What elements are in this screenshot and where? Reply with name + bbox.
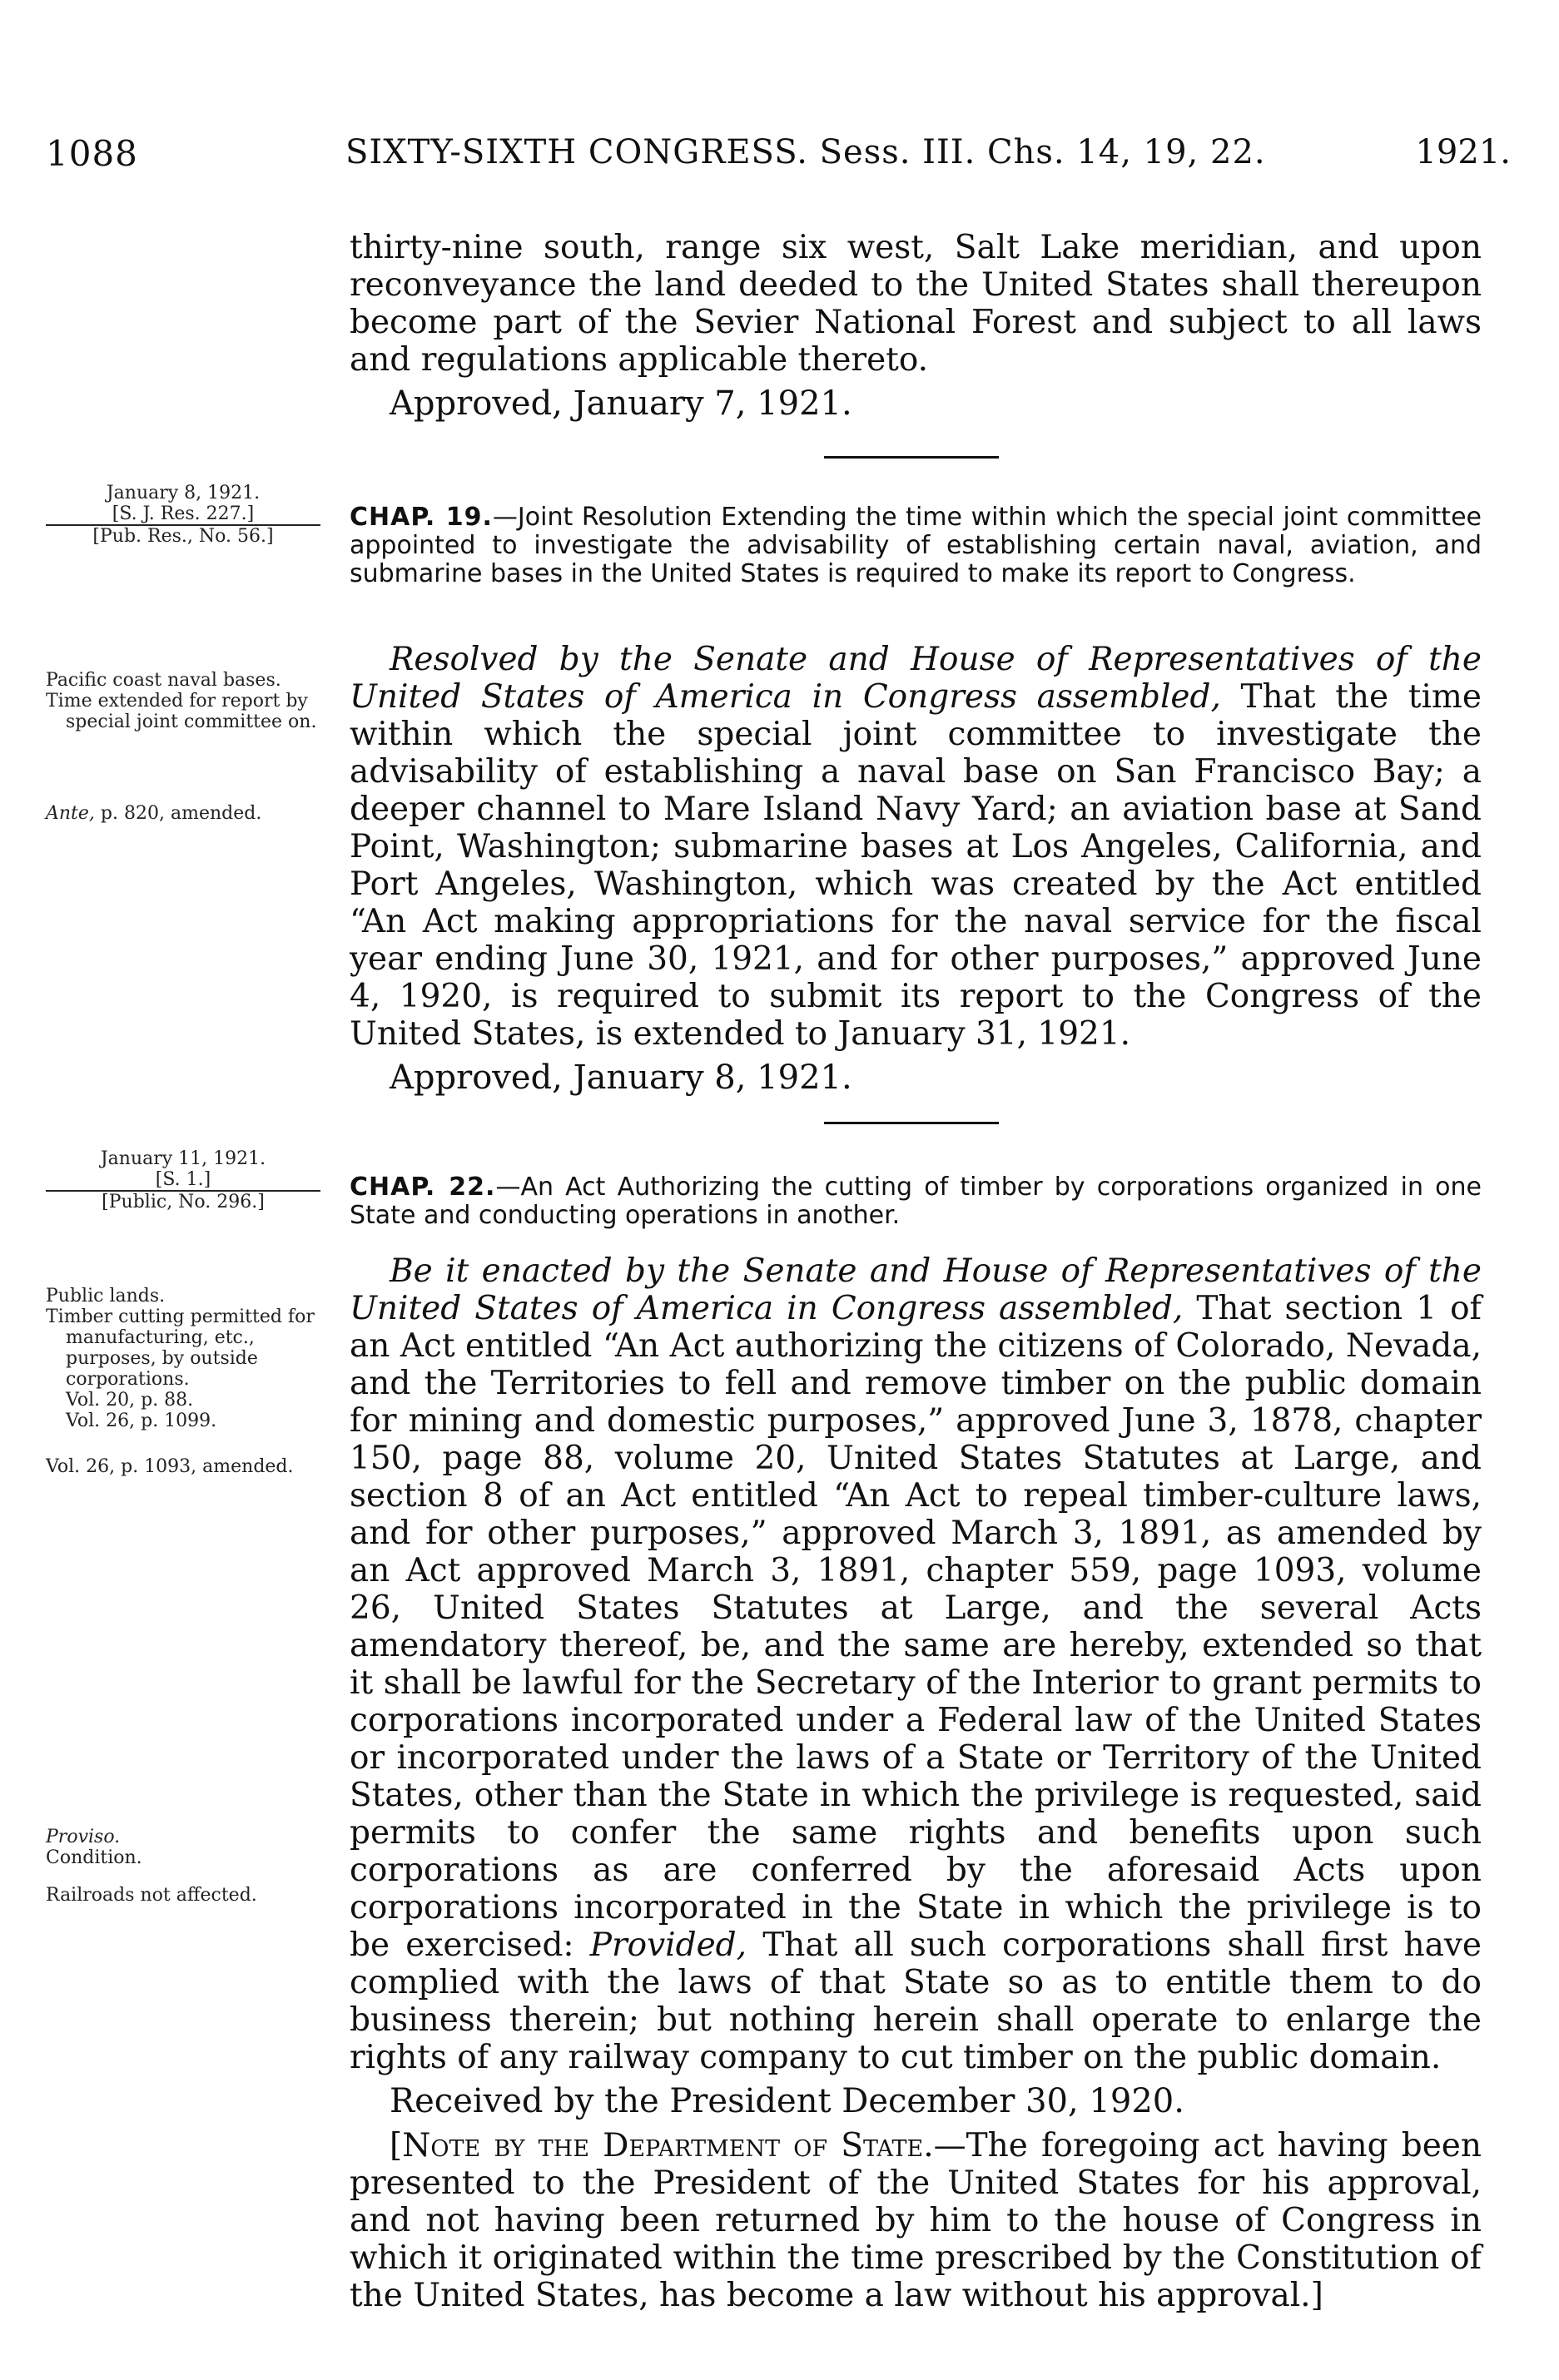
side-note: Public lands. bbox=[46, 1286, 166, 1307]
chapter-title: —Joint Resolution Extending the time within which the special joint committee appointed to investigate the advisability of establishing certain naval, aviation, and submarine bases in the United States is required to make its report to Congress. bbox=[350, 503, 1482, 588]
running-title: SIXTY-SIXTH CONGRESS. Sess. III. Chs. 14, 19, 22. bbox=[345, 133, 1266, 171]
side-note: Time extended for report by special joint committee on. bbox=[46, 691, 317, 732]
chapter-22-margin-citation bbox=[46, 1148, 320, 1212]
enactment-text bbox=[350, 1252, 1482, 2076]
side-note: Ante, p. 820, amended. bbox=[46, 803, 262, 824]
resolution-body: That the time within which the special joint committee to investigate the advisability of establishing a naval base on San Francisco Bay; a deeper channel to Mare Island Navy Yard; an aviation base at Sand Point, Washington; submarine bases at Los Angeles, California, and Port Angeles, Washington, which was created by the Act entitled “An Act making appropriations for the naval service for the fiscal year ending June 30, 1921, and for other purposes,” approved June 4, 1920, is required to submit its report to the Congress of the United States, is extended to January 31, 1921. bbox=[350, 678, 1482, 1053]
chapter-22-body bbox=[350, 1252, 1482, 2314]
enactment-body-part-1: That section 1 of an Act entitled “An Act authorizing the citizens of Colorado, Nevada, and the Territories to fell and remove timber on the public domain for mining and domestic purposes,” approved June 3, 1878, chapter 150, page 88, volume 20, United States Statutes at Large, and section 8 of an Act entitled “An Act to repeal timber-culture laws, and for other purposes,” approved March 3, 1891, as amended by an Act approved March 3, 1891, chapter 559, page 1093, volume 26, United States Statutes at Large, and the several Acts amendatory thereof, be, and the same are hereby, extended so that it shall be lawful for the Secretary of the Interior to grant permits to corporations incorporated under a Federal law of the United States or incorporated under the laws of a State or Territory of the United States, other than the State in which the privilege is requested, said permits to confer the same rights and benefits upon such corporations as are conferred by the aforesaid Acts upon corporations incorporated in the State in which the privilege is to be exercised: bbox=[350, 1290, 1482, 1964]
received-line: Received by the President December 30, 1920. bbox=[390, 2082, 1184, 2120]
chapter-19-margin-citation bbox=[46, 483, 320, 547]
side-note: Pacific coast naval bases. bbox=[46, 670, 281, 691]
side-note: Vol. 20, p. 88. bbox=[66, 1390, 194, 1411]
continuation-paragraph: thirty-nine south, range six west, Salt Lake meridian, and upon reconveyance the land deeded to the United States shall thereupon become part of the Sevier National Forest and subject to all laws and regulations applicable thereto. bbox=[350, 229, 1482, 379]
section-divider bbox=[824, 456, 999, 459]
side-note: Condition. bbox=[46, 1847, 142, 1868]
state-department-note bbox=[350, 2127, 1482, 2314]
side-note: Vol. 26, p. 1099. bbox=[66, 1411, 217, 1431]
side-note: Proviso. bbox=[46, 1827, 121, 1847]
approval-line: Approved, January 7, 1921. bbox=[390, 384, 852, 423]
enactment-date: January 11, 1921. bbox=[100, 1148, 266, 1169]
side-note-italic: Ante, bbox=[46, 803, 95, 824]
chapter-number: CHAP. 19. bbox=[350, 503, 493, 532]
chapter-number: CHAP. 22. bbox=[350, 1173, 496, 1202]
chapter-19-side-notes bbox=[46, 670, 320, 824]
public-law-number: [Pub. Res., No. 56.] bbox=[92, 526, 274, 547]
note-label: [Note by the Department of State. bbox=[390, 2127, 934, 2164]
side-note: Timber cutting permitted for manufacturing, etc., purposes, by outside corporations. bbox=[46, 1307, 315, 1390]
page-number: 1088 bbox=[46, 133, 138, 174]
chapter-title: —An Act Authorizing the cutting of timber by corporations organized in one State and conducting operations in another. bbox=[350, 1173, 1482, 1230]
side-note: Vol. 26, p. 1093, amended. bbox=[46, 1456, 294, 1477]
resolution-text bbox=[350, 641, 1482, 1053]
section-divider bbox=[824, 1122, 999, 1124]
chapter-19-heading bbox=[350, 503, 1482, 588]
side-note: Railroads not affected. bbox=[46, 1885, 257, 1906]
chapter-14-continuation bbox=[350, 229, 1482, 423]
proviso-word: Provided, bbox=[589, 1926, 747, 1964]
chapter-22-side-notes bbox=[46, 1286, 320, 1906]
bill-reference: [S. J. Res. 227.] bbox=[46, 503, 320, 526]
enacting-clause: Be it enacted by the Senate and House of Representatives of the United States of America in Congress assembled, bbox=[350, 1252, 1482, 1327]
resolving-clause: Resolved by the Senate and House of Representatives of the United States of America in Congress assembled, bbox=[350, 641, 1482, 716]
header-year: 1921. bbox=[1415, 133, 1511, 171]
public-law-number: [Public, No. 296.] bbox=[102, 1192, 265, 1212]
bill-reference: [S. 1.] bbox=[46, 1169, 320, 1192]
enactment-body-part-2: That all such corporations shall first have complied with the laws of that State so as to entitle them to do business therein; but nothing herein shall operate to enlarge the rights of any railway company to cut timber on the public domain. bbox=[350, 1926, 1482, 2076]
chapter-22-heading bbox=[350, 1173, 1482, 1230]
running-header bbox=[46, 133, 1511, 183]
chapter-19-body bbox=[350, 641, 1482, 1097]
note-text: —The foregoing act having been presented to the President of the United States for his approval, and not having been returned by him to the house of Congress in which it originated within the time prescribed by the Constitution of the United States, has become a law without his approval.] bbox=[350, 2127, 1482, 2314]
approval-line: Approved, January 8, 1921. bbox=[390, 1059, 852, 1097]
enactment-date: January 8, 1921. bbox=[106, 483, 261, 503]
